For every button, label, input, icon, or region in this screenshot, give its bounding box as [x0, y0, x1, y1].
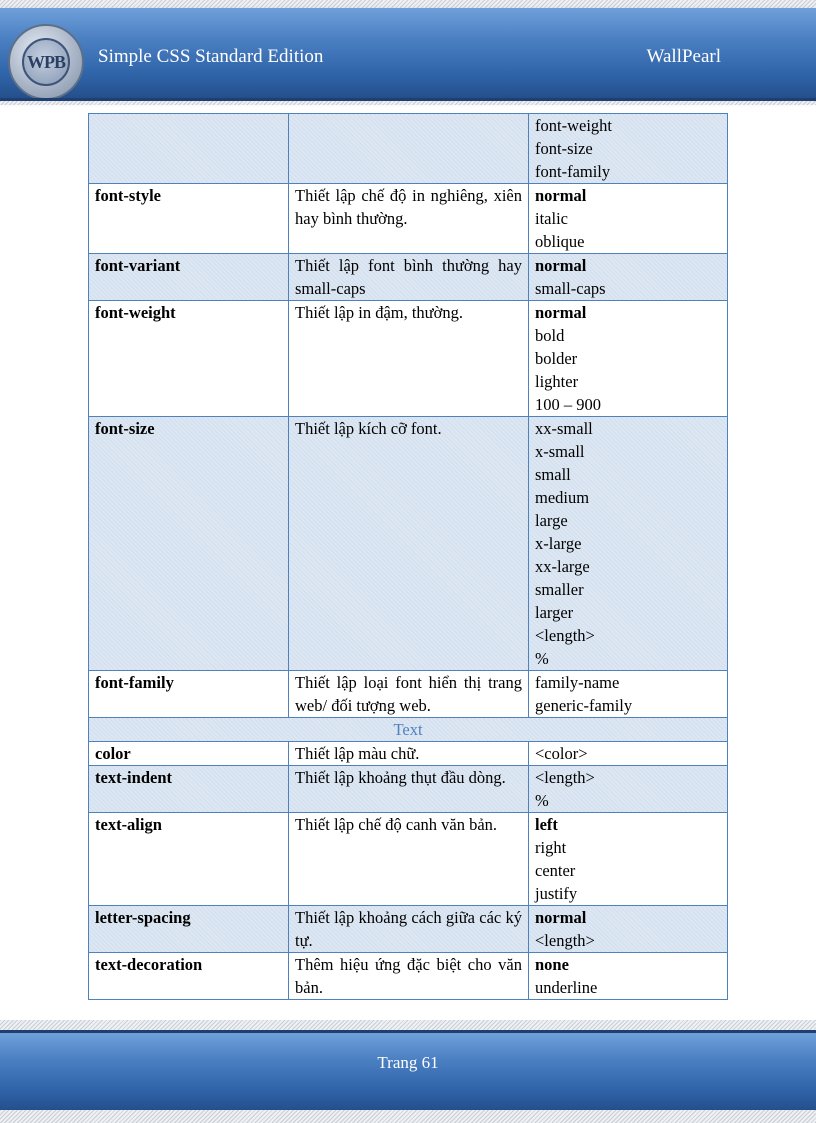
- table-body: [89, 114, 728, 1000]
- bottom-decor-stripe: [0, 1110, 816, 1123]
- value-option: <length>: [535, 768, 595, 787]
- table-row: [89, 813, 728, 906]
- property-description: Thiết lập khoảng thụt đầu dòng.: [289, 766, 529, 813]
- property-values: [529, 254, 728, 301]
- property-values: [529, 813, 728, 906]
- table-row: [89, 301, 728, 417]
- property-name: font-size: [89, 417, 289, 671]
- table-row: [89, 114, 728, 184]
- property-name: [89, 114, 289, 184]
- value-option: font-family: [535, 162, 611, 181]
- value-option: xx-large: [535, 557, 590, 576]
- table-row: [89, 184, 728, 254]
- table-row: [89, 906, 728, 953]
- value-option: font-size: [535, 139, 593, 158]
- property-name: text-decoration: [89, 953, 289, 1000]
- table-row: [89, 766, 728, 813]
- page-number: Trang 61: [377, 1053, 439, 1072]
- value-option: <length>: [535, 931, 595, 950]
- value-option: small-caps: [535, 279, 606, 298]
- value-option: 100 – 900: [535, 395, 601, 414]
- value-option: xx-small: [535, 419, 593, 438]
- value-option: medium: [535, 488, 590, 507]
- value-option: <length>: [535, 626, 595, 645]
- section-title: Text: [89, 718, 728, 742]
- property-description: [289, 114, 529, 184]
- property-description: Thiết lập font bình thường hay small-caps: [289, 254, 529, 301]
- property-description: Thiết lập chế độ in nghiêng, xiên hay bình thường.: [289, 184, 529, 254]
- value-option: %: [535, 649, 549, 668]
- property-description: Thiết lập kích cỡ font.: [289, 417, 529, 671]
- logo-text: WPB: [26, 52, 65, 72]
- property-name: font-family: [89, 671, 289, 718]
- table-row: [89, 742, 728, 766]
- value-option: center: [535, 861, 576, 880]
- value-option: large: [535, 511, 568, 530]
- value-option: lighter: [535, 372, 579, 391]
- value-option: x-small: [535, 442, 585, 461]
- value-option: justify: [535, 884, 578, 903]
- value-option: small: [535, 465, 571, 484]
- value-option: bolder: [535, 349, 578, 368]
- default-value: normal: [535, 256, 587, 275]
- property-description: Thiết lập chế độ canh văn bản.: [289, 813, 529, 906]
- default-value: left: [535, 815, 558, 834]
- property-name: text-indent: [89, 766, 289, 813]
- value-option: italic: [535, 209, 568, 228]
- css-properties-table: [88, 113, 728, 1000]
- default-value: none: [535, 955, 569, 974]
- property-name: letter-spacing: [89, 906, 289, 953]
- property-name: font-weight: [89, 301, 289, 417]
- value-option: family-name: [535, 673, 620, 692]
- value-option: generic-family: [535, 696, 633, 715]
- property-description: Thiết lập loại font hiển thị trang web/ đối tượng web.: [289, 671, 529, 718]
- property-values: [529, 953, 728, 1000]
- section-header-row: [89, 718, 728, 742]
- table-row: [89, 953, 728, 1000]
- default-value: normal: [535, 186, 587, 205]
- wpb-logo-icon: [8, 24, 84, 100]
- property-description: Thiết lập khoảng cách giữa các ký tự.: [289, 906, 529, 953]
- brand-name: WallPearl: [646, 46, 721, 67]
- default-value: normal: [535, 908, 587, 927]
- property-values: [529, 906, 728, 953]
- property-description: Thêm hiệu ứng đặc biệt cho văn bản.: [289, 953, 529, 1000]
- value-option: bold: [535, 326, 565, 345]
- property-name: text-align: [89, 813, 289, 906]
- property-values: [529, 417, 728, 671]
- header-decor-stripe: [0, 101, 816, 105]
- table-row: [89, 254, 728, 301]
- property-values: [529, 766, 728, 813]
- property-description: Thiết lập in đậm, thường.: [289, 301, 529, 417]
- value-option: oblique: [535, 232, 585, 251]
- property-name: font-style: [89, 184, 289, 254]
- property-name: color: [89, 742, 289, 766]
- property-values: [529, 742, 728, 766]
- value-option: %: [535, 791, 549, 810]
- value-option: underline: [535, 978, 598, 997]
- logo-seal: [22, 38, 70, 86]
- property-name: font-variant: [89, 254, 289, 301]
- value-option: smaller: [535, 580, 584, 599]
- property-values: [529, 184, 728, 254]
- page-header: [0, 8, 816, 98]
- property-values: [529, 671, 728, 718]
- table-row: [89, 671, 728, 718]
- property-values: [529, 301, 728, 417]
- value-option: right: [535, 838, 567, 857]
- property-description: Thiết lập màu chữ.: [289, 742, 529, 766]
- value-option: font-weight: [535, 116, 612, 135]
- document-title: Simple CSS Standard Edition: [98, 46, 324, 67]
- table-row: [89, 417, 728, 671]
- default-value: normal: [535, 303, 587, 322]
- page-footer: [0, 1030, 816, 1110]
- value-option: x-large: [535, 534, 582, 553]
- value-option: <color>: [535, 744, 588, 763]
- value-option: larger: [535, 603, 574, 622]
- property-values: [529, 114, 728, 184]
